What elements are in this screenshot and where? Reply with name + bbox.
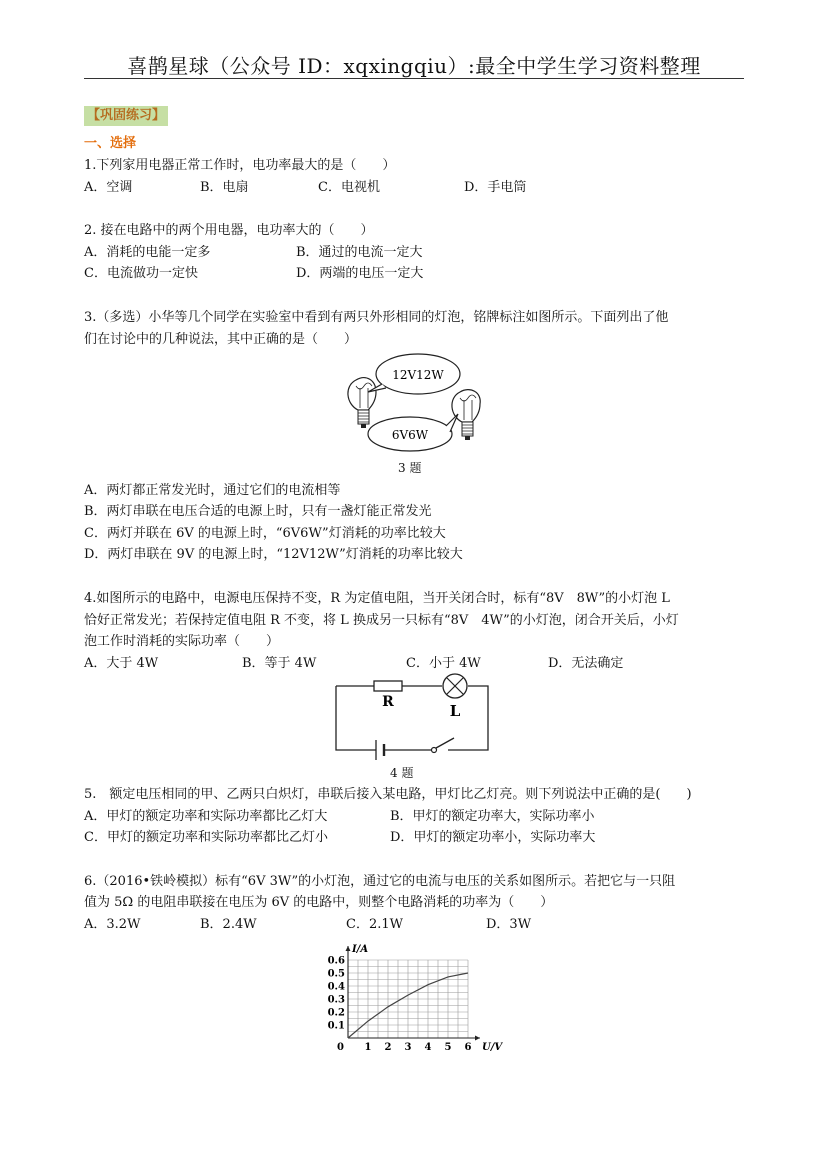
- bottom-label-bubble: [368, 414, 458, 451]
- q5-option-c: C．甲灯的额定功率和实际功率都比乙灯小: [84, 830, 328, 845]
- q3-option-a: A．两灯都正常发光时，通过它们的电流相等: [84, 483, 341, 498]
- q3-stem-line1: 3.（多选）小华等几个同学在实验室中看到有两只外形相同的灯泡，铭牌标注如图所示。下面列出了他: [84, 310, 669, 325]
- lamp-label: L: [449, 702, 461, 720]
- chart-origin-label: 0: [337, 1042, 344, 1053]
- section-tag: 【巩固练习】: [84, 106, 168, 126]
- q3-option-c: C．两灯并联在 6V 的电源上时，“6V6W”灯消耗的功率比较大: [84, 526, 446, 541]
- section-subhead: 一、选择: [84, 136, 137, 151]
- chart-x-tick-label: 1: [364, 1042, 372, 1053]
- q4-option-d: D．无法确定: [548, 656, 624, 671]
- top-bubble-text: 12V12W: [392, 368, 444, 382]
- q4-option-c: C．小于 4W: [406, 656, 481, 671]
- q4-circuit-diagram: [330, 672, 494, 762]
- chart-x-axis-label: U/V: [482, 1042, 503, 1053]
- q3-stem-line2: 们在讨论中的几种说法，其中正确的是（ ）: [84, 332, 358, 347]
- chart-x-tick-label: 3: [404, 1042, 412, 1053]
- q1-stem: 1.下列家用电器正常工作时，电功率最大的是（ ）: [84, 158, 396, 173]
- q4-stem-line1: 4.如图所示的电路中，电源电压保持不变，R 为定值电阻，当开关闭合时，标有“8V 8W”的小灯泡 L: [84, 591, 670, 606]
- chart-y-tick-label: 0.3: [327, 994, 345, 1006]
- bottom-bubble-text: 6V6W: [391, 428, 429, 442]
- q6-option-a: A．3.2W: [84, 917, 141, 932]
- q4-figure-caption: 4 题: [390, 766, 414, 780]
- q4-stem-line3: 泡工作时消耗的实际功率（ ）: [84, 634, 280, 649]
- q2-option-d: D．两端的电压一定大: [296, 266, 424, 281]
- resistor-label: R: [382, 694, 394, 710]
- q2-option-b: B．通过的电流一定大: [296, 245, 423, 260]
- q4-stem-line2: 恰好正常发光；若保持定值电阻 R 不变，将 L 换成另一只标有“8V 4W”的小灯泡，闭合开关后，小灯: [84, 613, 679, 628]
- q1-option-a: A．空调: [84, 180, 133, 195]
- page-header: 喜鹊星球（公众号 ID：xqxingqiu）:最全中学生学习资料整理: [127, 54, 701, 78]
- q5-option-b: B．甲灯的额定功率大，实际功率小: [390, 809, 595, 824]
- chart-x-arrow: [475, 1036, 480, 1041]
- q4-option-b: B．等于 4W: [242, 656, 317, 671]
- q6-iu-chart: [322, 942, 506, 1060]
- q5-option-a: A．甲灯的额定功率和实际功率都比乙灯大: [84, 809, 328, 824]
- q1-option-c: C．电视机: [318, 180, 380, 195]
- q6-option-b: B．2.4W: [200, 917, 257, 932]
- q2-option-a: A．消耗的电能一定多: [84, 245, 211, 260]
- left-bulb-icon: [348, 378, 376, 428]
- top-label-bubble: [368, 354, 460, 394]
- chart-x-tick-label: 6: [464, 1042, 472, 1053]
- q1-option-d: D．手电筒: [464, 180, 527, 195]
- chart-y-tick-label: 0.1: [327, 1020, 345, 1032]
- q6-stem-line2: 值为 5Ω 的电阻串联接在电压为 6V 的电路中，则整个电路消耗的功率为（ ）: [84, 895, 554, 910]
- chart-y-tick-label: 0.6: [327, 955, 345, 967]
- q3-figure-caption: 3 题: [398, 461, 422, 475]
- q3-option-d: D．两灯串联在 9V 的电源上时，“12V12W”灯消耗的功率比较大: [84, 547, 463, 562]
- resistor-icon: [374, 681, 402, 691]
- q3-option-b: B．两灯串联在电压合适的电源上时，只有一盏灯能正常发光: [84, 504, 432, 519]
- header-divider: [84, 78, 744, 79]
- q6-option-d: D．3W: [486, 917, 532, 932]
- q1-option-b: B．电扇: [200, 180, 249, 195]
- q3-bulbs-figure: [340, 352, 490, 456]
- chart-y-arrow: [346, 946, 351, 951]
- battery-icon: [376, 740, 384, 760]
- q6-stem-line1: 6.（2016•铁岭模拟）标有“6V 3W”的小灯泡，通过它的电流与电压的关系如图所示。若把它与一只阻: [84, 874, 676, 889]
- chart-y-tick-label: 0.5: [327, 968, 345, 980]
- q5-stem: 5. 额定电压相同的甲、乙两只白炽灯，串联后接入某电路，甲灯比乙灯亮。则下列说法中正确的是( ): [84, 787, 692, 802]
- q4-option-a: A．大于 4W: [84, 656, 159, 671]
- q6-option-c: C．2.1W: [346, 917, 403, 932]
- q2-stem: 2. 接在电路中的两个用电器，电功率大的（ ）: [84, 223, 374, 238]
- chart-grid: [348, 960, 468, 1038]
- right-bulb-icon: [452, 390, 480, 440]
- chart-y-axis-label: I/A: [352, 944, 369, 955]
- q2-option-c: C．电流做功一定快: [84, 266, 198, 281]
- chart-x-tick-label: 4: [424, 1042, 432, 1053]
- chart-x-tick-label: 2: [384, 1042, 392, 1053]
- q5-option-d: D．甲灯的额定功率小，实际功率大: [390, 830, 596, 845]
- lamp-icon: [443, 674, 467, 698]
- chart-y-tick-label: 0.2: [327, 1007, 345, 1019]
- chart-y-tick-label: 0.4: [327, 981, 345, 993]
- chart-x-tick-label: 5: [444, 1042, 452, 1053]
